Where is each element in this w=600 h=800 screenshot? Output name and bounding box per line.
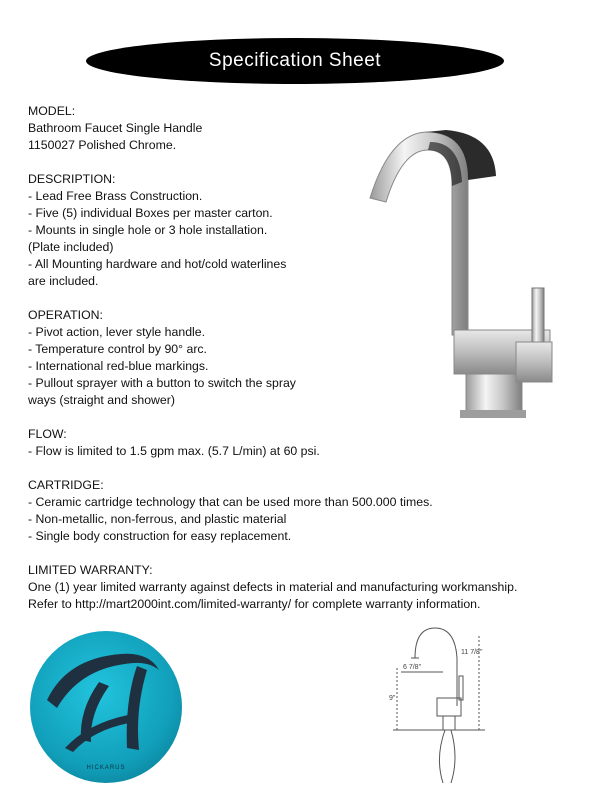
faucet-photo xyxy=(356,120,561,420)
dimension-diagram xyxy=(385,618,490,788)
spec-line: - Mounts in single hole or 3 hole installation. xyxy=(28,223,268,237)
cartridge-section xyxy=(28,477,588,545)
section-heading: FLOW: xyxy=(28,427,67,441)
section-heading: DESCRIPTION: xyxy=(28,172,116,186)
brand-logo xyxy=(29,630,183,784)
section-heading: MODEL: xyxy=(28,104,76,118)
spec-line: 1150027 Polished Chrome. xyxy=(28,138,177,152)
spec-sheet-header xyxy=(86,38,504,84)
spec-line: One (1) year limited warranty against defects in material and manufacturing workmanship. xyxy=(28,580,518,594)
spec-line: - Lead Free Brass Construction. xyxy=(28,189,203,203)
spec-line: - Non-metallic, non-ferrous, and plastic material xyxy=(28,512,287,526)
spec-line: - Single body construction for easy replacement. xyxy=(28,529,292,543)
page-title: Specification Sheet xyxy=(208,50,382,71)
section-heading: CARTRIDGE: xyxy=(28,478,104,492)
spec-line: - All Mounting hardware and hot/cold waterlines xyxy=(28,257,287,271)
spec-line: Refer to http://mart2000int.com/limited-warranty/ for complete warranty information. xyxy=(28,597,481,611)
dimension-spout-height: 9" xyxy=(389,695,396,702)
spec-line: Bathroom Faucet Single Handle xyxy=(28,121,203,135)
spec-line: - International red-blue markings. xyxy=(28,359,209,373)
spec-line: - Five (5) individual Boxes per master carton. xyxy=(28,206,273,220)
spec-line: - Pullout sprayer with a button to switch the spray xyxy=(28,376,296,390)
spec-line: (Plate included) xyxy=(28,240,114,254)
spec-line: - Temperature control by 90° arc. xyxy=(28,342,207,356)
spec-line: - Ceramic cartridge technology that can be used more than 500.000 times. xyxy=(28,495,433,509)
section-heading: OPERATION: xyxy=(28,308,103,322)
flow-section xyxy=(28,426,588,460)
dimension-spout-reach: 6 7/8" xyxy=(403,664,422,671)
brand-wordmark: HICKARUS xyxy=(86,765,126,771)
spec-line: are included. xyxy=(28,274,99,288)
section-heading: LIMITED WARRANTY: xyxy=(28,563,153,577)
spec-line: - Flow is limited to 1.5 gpm max. (5.7 L/min) at 60 psi. xyxy=(28,444,320,458)
spec-line: - Pivot action, lever style handle. xyxy=(28,325,206,339)
warranty-section xyxy=(28,562,588,613)
spec-line: ways (straight and shower) xyxy=(28,393,175,407)
dimension-height: 11 7/8" xyxy=(461,649,483,656)
